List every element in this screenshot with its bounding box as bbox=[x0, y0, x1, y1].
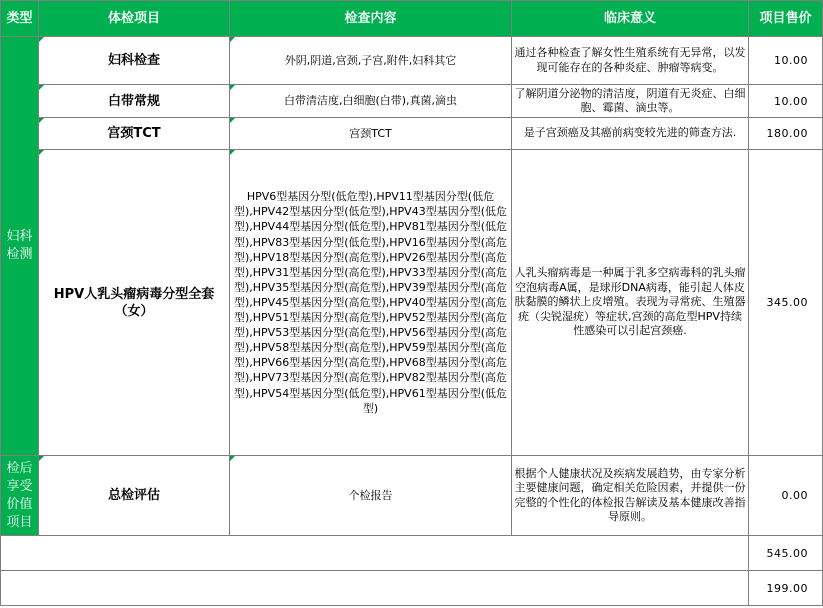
item-price: 345.00 bbox=[749, 150, 823, 456]
item-significance: 根据个人健康状况及疾病发展趋势，由专家分析主要健康问题，确定相关危险因素，并提供一份完整的个性化的体检报告解读及基本健康改善指导原则。 bbox=[512, 456, 749, 536]
total-row bbox=[1, 571, 823, 606]
item-price: 10.00 bbox=[749, 37, 823, 85]
item-content: 外阴,阴道,宫颈,子宫,附件,妇科其它 bbox=[230, 37, 512, 85]
item-name: HPV人乳头瘤病毒分型全套（女） bbox=[39, 150, 230, 456]
table-row bbox=[1, 85, 823, 118]
header-price: 项目售价 bbox=[749, 1, 823, 37]
item-content: 白带清洁度,白细胞(白带),真菌,滴虫 bbox=[230, 85, 512, 118]
item-significance: 通过各种检查了解女性生殖系统有无异常，以发现可能存在的各种炎症、肿瘤等病变。 bbox=[512, 37, 749, 85]
table-row bbox=[1, 37, 823, 85]
category-gynecology: 妇科检测 bbox=[1, 37, 39, 456]
header-row bbox=[1, 1, 823, 37]
item-content: HPV6型基因分型(低危型),HPV11型基因分型(低危型),HPV42型基因分型(低危型),HPV43型基因分型(低危型),HPV44型基因分型(低危型),HPV81型基因分型(低危型),HPV83型基因分型(低危型),HPV16型基因分型(高危型),HPV18型基因分型(高危型),HPV26型基因分型(高危型),HPV31型基因分型(高危型),HPV33型基因分型(高危型),HPV35型基因分型(高危型),HPV39型基因分型(高危型),HPV45型基因分型(高危型),HPV40型基因分型(高危型),HPV51型基因分型(高危型),HPV52型基因分型(高危型),HPV53型基因分型(高危型),HPV56型基因分型(高危型),HPV58型基因分型(高危型),HPV59型基因分型(高危型),HPV66型基因分型(高危型),HPV68型基因分型(高危型),HPV73型基因分型(高危型),HPV82型基因分型(高危型),HPV54型基因分型(低危型),HPV61型基因分型(低危型) bbox=[230, 150, 512, 456]
header-content: 检查内容 bbox=[230, 1, 512, 37]
item-name: 总检评估 bbox=[39, 456, 230, 536]
item-significance: 人乳头瘤病毒是一种属于乳多空病毒科的乳头瘤空泡病毒A属，是球形DNA病毒，能引起人体皮肤黏膜的鳞状上皮增殖。表现为寻常疣、生殖器疣（尖锐湿疣）等症状,宫颈的高危型HPV持续性感染可以引起宫颈癌. bbox=[512, 150, 749, 456]
item-content: 个检报告 bbox=[230, 456, 512, 536]
subtotal-value: 545.00 bbox=[749, 536, 823, 571]
item-price: 180.00 bbox=[749, 118, 823, 150]
item-name: 白带常规 bbox=[39, 85, 230, 118]
item-significance: 是子宫颈癌及其癌前病变较先进的筛查方法. bbox=[512, 118, 749, 150]
item-name: 妇科检查 bbox=[39, 37, 230, 85]
category-post-checkup: 检后享受价值项目 bbox=[1, 456, 39, 536]
header-item: 体检项目 bbox=[39, 1, 230, 37]
total-value: 199.00 bbox=[749, 571, 823, 606]
header-type: 类型 bbox=[1, 1, 39, 37]
table-row bbox=[1, 150, 823, 456]
item-content: 宫颈TCT bbox=[230, 118, 512, 150]
header-significance: 临床意义 bbox=[512, 1, 749, 37]
item-price: 10.00 bbox=[749, 85, 823, 118]
item-significance: 了解阴道分泌物的清洁度，阴道有无炎症、白细胞、霉菌、滴虫等。 bbox=[512, 85, 749, 118]
subtotal-spacer bbox=[1, 536, 749, 571]
subtotal-row bbox=[1, 536, 823, 571]
table-row bbox=[1, 456, 823, 536]
table-row bbox=[1, 118, 823, 150]
item-price: 0.00 bbox=[749, 456, 823, 536]
item-name: 宫颈TCT bbox=[39, 118, 230, 150]
total-spacer bbox=[1, 571, 749, 606]
